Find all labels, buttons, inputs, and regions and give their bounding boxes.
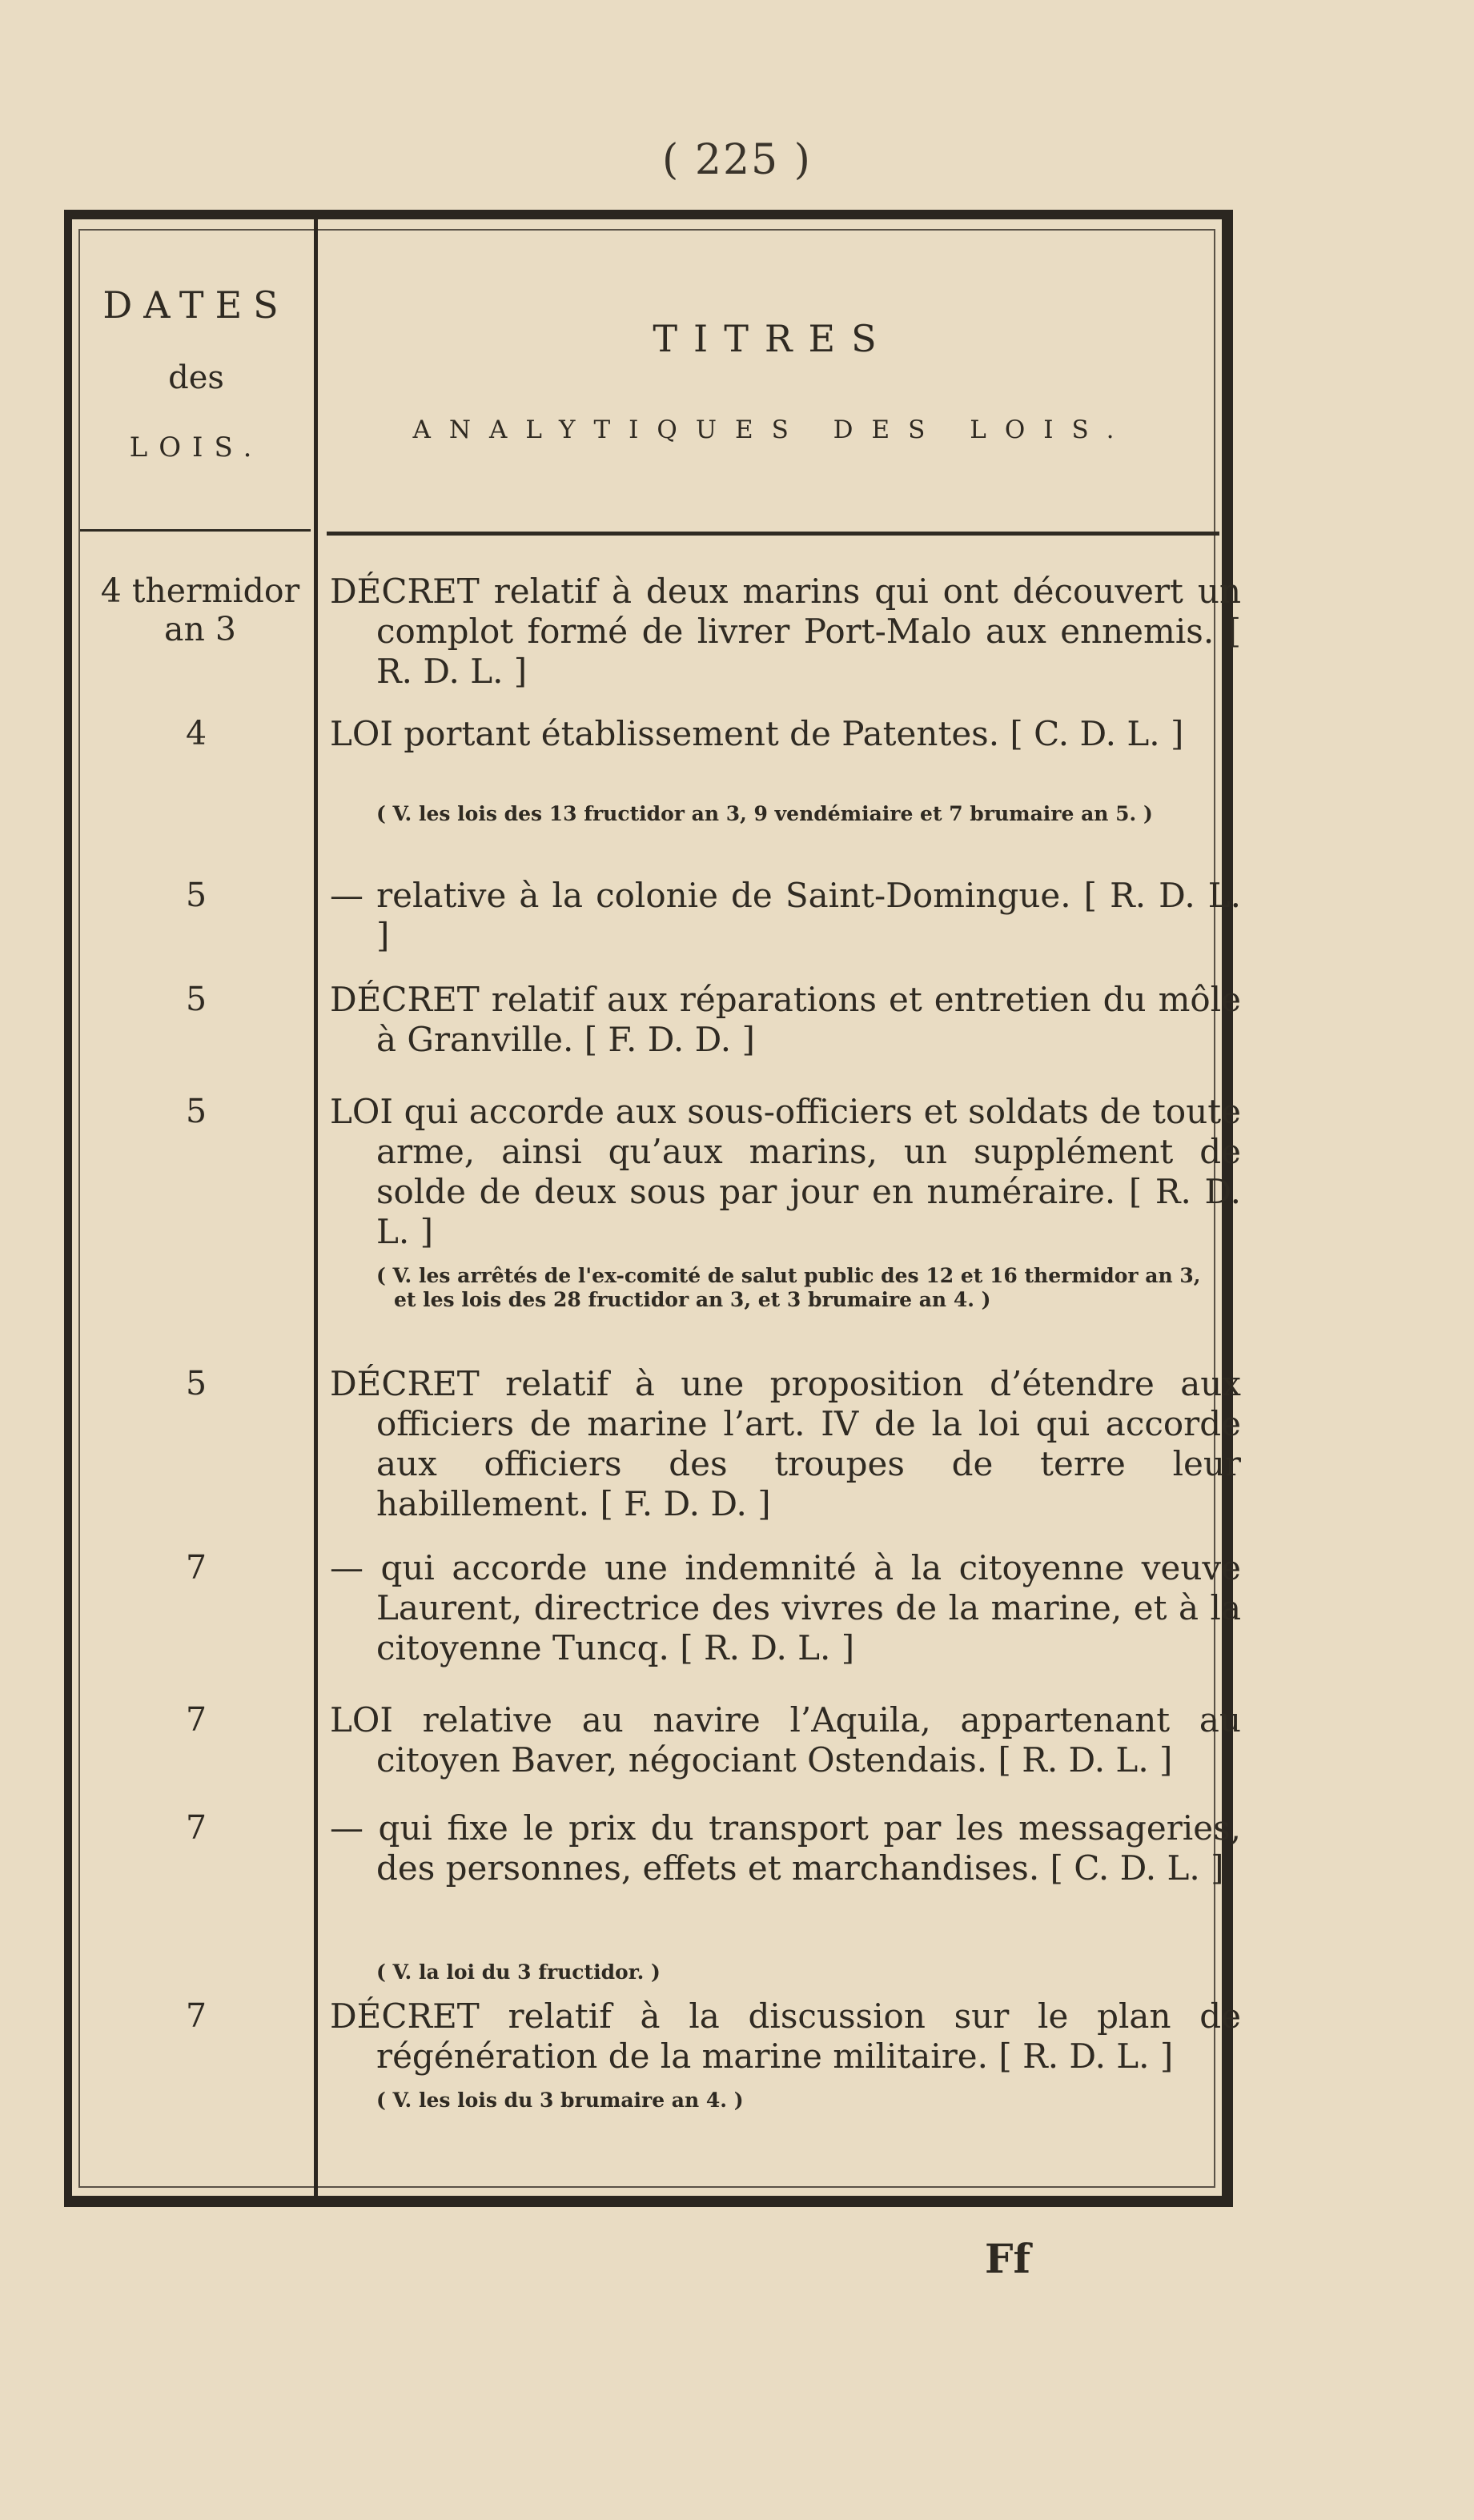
entry-note: ( V. les arrêtés de l'ex-comité de salut public des 12 et 16 thermidor an 3, et les lois des 28 fructidor an 3, et 3 brumaire an 4. ) xyxy=(376,1264,1201,1311)
entry-title: DÉCRET relatif à la discussion sur le plan de régénération de la marine militaire. [ R. D. L. ] xyxy=(330,1996,1241,2076)
entry-title: — qui fixe le prix du transport par les messageries, des personnes, effets et marchandises. [ C. D. L. ] xyxy=(330,1808,1241,1888)
entry-title: DÉCRET relatif à deux marins qui ont découvert un complot formé de livrer Port-Malo aux ennemis. [ R. D. L. ] xyxy=(330,572,1241,691)
table-frame xyxy=(64,210,1241,2207)
entry-date: 5 xyxy=(185,1092,207,1130)
entry-date: 4 xyxy=(185,714,207,752)
entry-date: 5 xyxy=(185,876,207,914)
header-des: des xyxy=(168,359,224,396)
entry-date: 4 thermidor an 3 xyxy=(100,572,300,648)
header-rule-left xyxy=(80,529,311,532)
entry-title: LOI relative au navire l’Aquila, appartenant au citoyen Baver, négociant Ostendais. [ R. D. L. ] xyxy=(330,1700,1241,1780)
entry-note: ( V. les lois du 3 brumaire an 4. ) xyxy=(376,2089,744,2112)
entry-title: LOI qui accorde aux sous-officiers et soldats de toute arme, ainsi qu’aux marins, un supplément de solde de deux sous par jour en numéraire. [ R. D. L. ] xyxy=(330,1092,1241,1251)
column-divider xyxy=(314,219,318,2196)
entry-date: 7 xyxy=(185,1700,207,1739)
header-dates: DATES xyxy=(102,283,290,327)
header-rule-right xyxy=(327,532,1219,536)
entry-date: 5 xyxy=(185,980,207,1018)
header-lois: LOIS. xyxy=(129,431,263,463)
entry-date: 7 xyxy=(185,1808,207,1847)
entry-date: 7 xyxy=(185,1548,207,1587)
entry-note: ( V. la loi du 3 fructidor. ) xyxy=(376,1960,661,1984)
page-number: ( 225 ) xyxy=(662,136,812,184)
entry-title: — qui accorde une indemnité à la citoyenne veuve Laurent, directrice des vivres de la marine, et à la citoyenne Tuncq. [ R. D. L. ] xyxy=(330,1548,1241,1667)
entry-date: 5 xyxy=(185,1364,207,1402)
signature-mark: Ff xyxy=(985,2235,1031,2282)
entry-date: 7 xyxy=(185,1996,207,2035)
entry-note: ( V. les lois des 13 fructidor an 3, 9 vendémiaire et 7 brumaire an 5. ) xyxy=(376,802,1153,825)
entry-title: DÉCRET relatif à une proposition d’étendre aux officiers de marine l’art. IV de la loi qui accorde aux officiers des troupes de terre leur habillement. [ F. D. D. ] xyxy=(330,1364,1241,1523)
entry-title: LOI portant établissement de Patentes. [ C. D. L. ] xyxy=(330,714,1184,753)
entry-title: — relative à la colonie de Saint-Domingue. [ R. D. L. ] xyxy=(330,876,1241,955)
entry-title: DÉCRET relatif aux réparations et entretien du môle à Granville. [ F. D. D. ] xyxy=(330,980,1241,1059)
header-analytiques: ANALYTIQUES DES LOIS. xyxy=(412,415,1133,444)
header-titres: TITRES xyxy=(653,317,893,360)
